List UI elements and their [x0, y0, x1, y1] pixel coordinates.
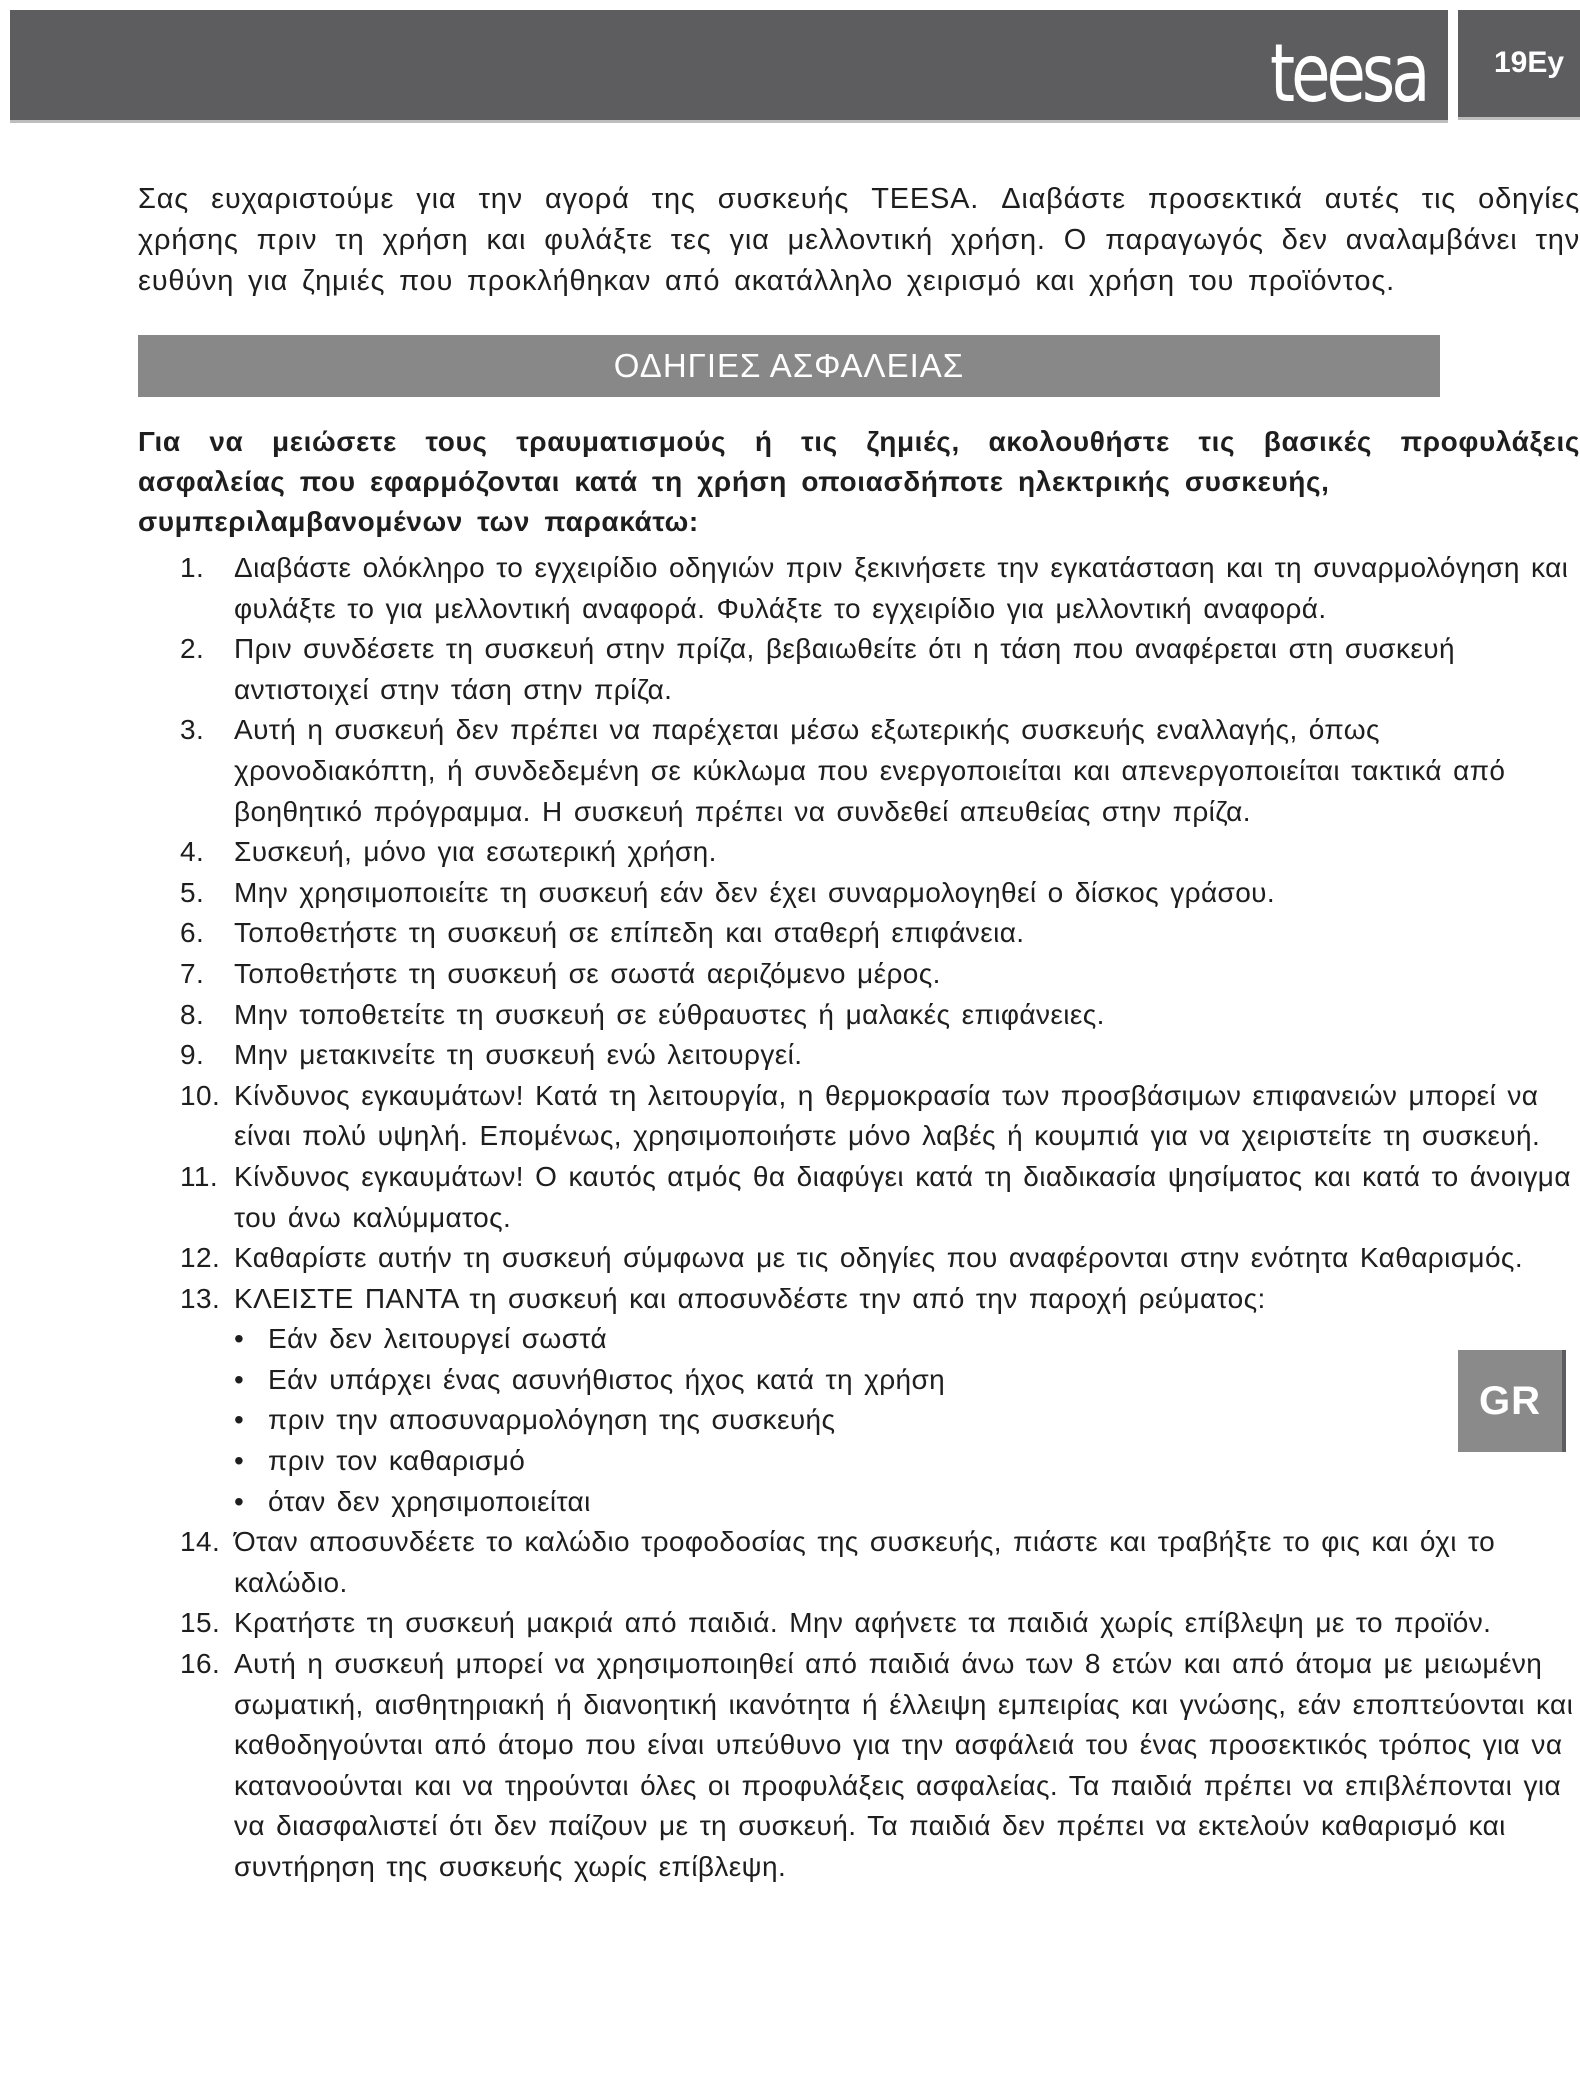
- rule-number: 4.: [180, 836, 205, 868]
- list-item: [234, 1360, 1580, 1401]
- safety-rule: [180, 995, 1580, 1036]
- safety-rule: [180, 1238, 1580, 1279]
- safety-rules-list: [180, 548, 1580, 2093]
- rule-text: Συσκευή, μόνο για εσωτερική χρήση.: [234, 836, 717, 868]
- rule-text: Αυτή η συσκευή δεν πρέπει να παρέχεται μέσω εξωτερικής συσκευής εναλλαγής, όπως χρονοδιακόπτη, ή συνδεδεμένη σε κύκλωμα που ενεργοποιείται και απενεργοποιείται τακτικά από βοηθητικό πρόγραμμα. Η συσκευή πρέπει να συνδεθεί απευθείας στην πρίζα.: [234, 714, 1506, 827]
- safety-lead-text: Για να μειώσετε τους τραυματισμούς ή τις ζημιές, ακολουθήστε τις βασικές προφυλάξεις ασφαλείας που εφαρμόζονται κατά τη χρήση οποιασδήποτε ηλεκτρικής συσκευής,: [138, 426, 1580, 497]
- rule-number: 14.: [180, 1526, 221, 1558]
- bullet-icon: •: [234, 1445, 245, 1477]
- safety-rule: [180, 954, 1580, 995]
- safety-rule: [180, 629, 1580, 710]
- header-bar: [10, 10, 1448, 120]
- language-tab: GR: [1458, 1350, 1566, 1452]
- rule-number: 13.: [180, 1282, 221, 1314]
- rule-number: 12.: [180, 1242, 221, 1274]
- rule-text: ΚΛΕΙΣΤΕ ΠΑΝΤΑ τη συσκευή και αποσυνδέστε την από την παροχή ρεύματος:: [234, 1282, 1266, 1314]
- list-item-text: Εάν υπάρχει ένας ασυνήθιστος ήχος κατά τη χρήση: [268, 1363, 946, 1395]
- list-item: [234, 1482, 1580, 1523]
- rule-number: 2.: [180, 633, 205, 665]
- rule-number: 9.: [180, 1039, 205, 1071]
- safety-rule: [180, 1157, 1580, 1238]
- safety-rule: [180, 710, 1580, 832]
- power-off-conditions-list: [234, 1319, 1580, 1522]
- safety-rule: [180, 832, 1580, 873]
- list-item: [234, 1441, 1580, 1482]
- rule-text: Μην χρησιμοποιείτε τη συσκευή εάν δεν έχει συναρμολογηθεί ο δίσκος γράσου.: [234, 876, 1276, 908]
- rule-text: Μην τοποθετείτε τη συσκευή σε εύθραυστες ή μαλακές επιφάνειες.: [234, 998, 1105, 1030]
- rule-text: Πριν συνδέσετε τη συσκευή στην πρίζα, βεβαιωθείτε ότι η τάση που αναφέρεται στη συσκευή αντιστοιχεί στην τάση στην πρίζα.: [234, 633, 1455, 705]
- section-heading: ΟΔΗΓΙΕΣ ΑΣΦΑΛΕΙΑΣ: [138, 335, 1440, 397]
- rule-text: Κρατήστε τη συσκευή μακριά από παιδιά. Μην αφήνετε τα παιδιά χωρίς επίβλεψη με το προϊόν.: [234, 1607, 1492, 1639]
- rule-text: Μην μετακινείτε τη συσκευή ενώ λειτουργεί.: [234, 1039, 803, 1071]
- safety-rule: [180, 1522, 1580, 1603]
- list-item-text: Εάν δεν λειτουργεί σωστά: [268, 1323, 608, 1355]
- page-number-tab: [1458, 10, 1580, 120]
- intro-paragraph: Σας ευχαριστούμε για την αγορά της συσκευής TEESA. Διαβάστε προσεκτικά αυτές τις οδηγίες χρήσης πριν τη χρήση και φυλάξτε τες για μελλοντική χρήση. Ο παραγωγός δεν αναλαμβάνει την ευθύνη για ζημιές που προκλήθηκαν από ακατάλληλο χειρισμό και χρήση του προϊόντος.: [138, 183, 1580, 297]
- rule-text: Διαβάστε ολόκληρο το εγχειρίδιο οδηγιών πριν ξεκινήσετε την εγκατάσταση και τη συναρμολόγηση και φυλάξτε το για μελλοντική αναφορά. Φυλάξτε το εγχειρίδιο για μελλοντική αναφορά.: [234, 552, 1569, 624]
- safety-lead-paragraph: [138, 422, 1580, 548]
- safety-rule: [180, 1279, 1580, 1523]
- rule-text: Κίνδυνος εγκαυμάτων! Ο καυτός ατμός θα διαφύγει κατά τη διαδικασία ψησίματος και κατά το άνοιγμα του άνω καλύμματος.: [234, 1160, 1571, 1233]
- safety-rule: [180, 913, 1580, 954]
- rule-number: 16.: [180, 1648, 221, 1680]
- list-item-text: όταν δεν χρησιμοποιείται: [268, 1485, 591, 1517]
- rule-text: Τοποθετήστε τη συσκευή σε επίπεδη και σταθερή επιφάνεια.: [234, 917, 1025, 949]
- safety-rule: [180, 548, 1580, 629]
- page-number: 19Ey: [1494, 46, 1565, 79]
- rule-number: 5.: [180, 876, 205, 908]
- rule-number: 3.: [180, 714, 205, 746]
- rule-text: Όταν αποσυνδέετε το καλώδιο τροφοδοσίας της συσκευής, πιάστε και τραβήξτε το φις και όχι το καλώδιο.: [234, 1526, 1496, 1598]
- list-item: [234, 1400, 1580, 1441]
- safety-lead-end: συμπεριλαμβανομένων των παρακάτω:: [138, 506, 699, 537]
- safety-rule: [180, 873, 1580, 914]
- rule-number: 6.: [180, 917, 205, 949]
- bullet-icon: •: [234, 1323, 245, 1355]
- bullet-icon: •: [234, 1404, 245, 1436]
- rule-number: 1.: [180, 552, 205, 583]
- safety-rule: [180, 1644, 1580, 1888]
- bullet-icon: •: [234, 1363, 245, 1395]
- list-item-text: πριν τον καθαρισμό: [268, 1445, 526, 1477]
- rule-number: 15.: [180, 1607, 221, 1639]
- safety-rule: [180, 1603, 1580, 1644]
- rule-text: Κίνδυνος εγκαυμάτων! Κατά τη λειτουργία, η θερμοκρασία των προσβάσιμων επιφανειών μπορεί να είναι πολύ υψηλή. Επομένως, χρησιμοποιήστε μόνο λαβές ή κουμπιά για να χειριστείτε τη συσκευή.: [234, 1079, 1541, 1152]
- list-item: [234, 1319, 1580, 1360]
- rule-text: Καθαρίστε αυτήν τη συσκευή σύμφωνα με τις οδηγίες που αναφέρονται στην ενότητα Καθαρισμός.: [234, 1242, 1524, 1274]
- rule-number: 8.: [180, 998, 205, 1030]
- safety-rule: [180, 1035, 1580, 1076]
- rule-text: Αυτή η συσκευή μπορεί να χρησιμοποιηθεί από παιδιά άνω των 8 ετών και από άτομα με μειωμένη σωματική, αισθητηριακή ή διανοητική ικανότητα ή έλλειψη εμπειρίας και γνώσης, εάν εποπτεύονται και καθοδηγούνται από άτομο που είναι υπεύθυνο για την ασφάλειά του ένας προσεκτικός τρόπος για να κατανοούνται και να τηρούνται όλες οι προφυλάξεις ασφαλείας. Τα παιδιά πρέπει να επιβλέπονται για να διασφαλιστεί ότι δεν παίζουν με τη συσκευή. Τα παιδιά δεν πρέπει να εκτελούν καθαρισμό και συντήρηση της συσκευής χωρίς επίβλεψη.: [234, 1648, 1574, 1882]
- rule-number: 10.: [180, 1079, 221, 1111]
- list-item-text: πριν την αποσυναρμολόγηση της συσκευής: [268, 1404, 836, 1436]
- brand-logo: teesa: [1270, 27, 1427, 120]
- rule-text: Τοποθετήστε τη συσκευή σε σωστά αεριζόμενο μέρος.: [234, 957, 941, 989]
- rule-number: 7.: [180, 957, 205, 989]
- bullet-icon: •: [234, 1485, 245, 1517]
- safety-rule: [180, 1076, 1580, 1157]
- rule-number: 11.: [180, 1160, 219, 1192]
